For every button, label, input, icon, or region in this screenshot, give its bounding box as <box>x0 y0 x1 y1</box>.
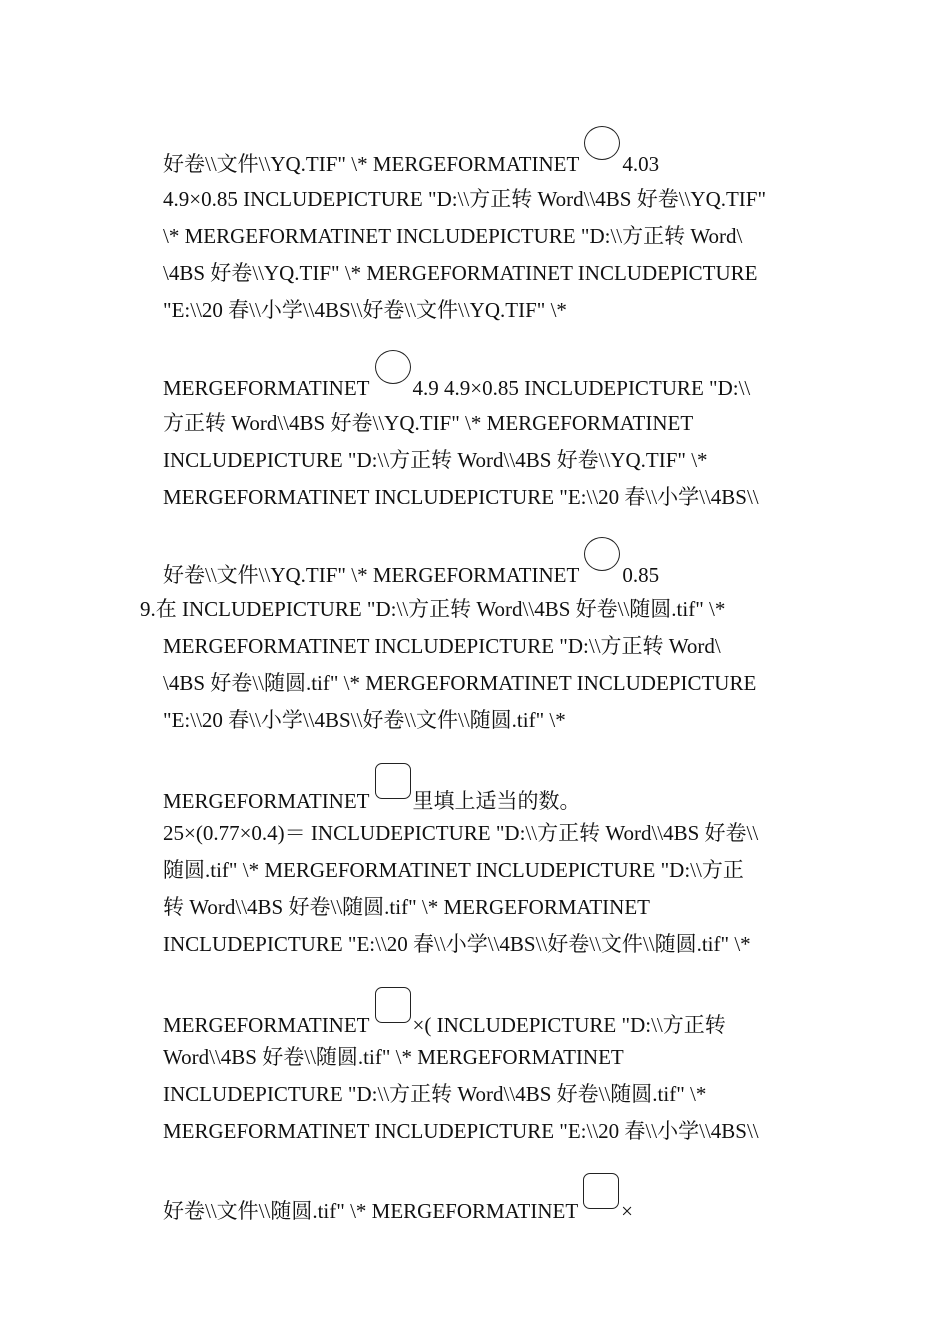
text-segment: MERGEFORMATINET <box>163 376 370 400</box>
text-segment: 4.03 <box>622 152 660 176</box>
answer-box[interactable] <box>375 987 411 1023</box>
text-segment: 好卷\\文件\\YQ.TIF" \* MERGEFORMATINET <box>163 152 580 176</box>
text-segment: × <box>621 1199 634 1223</box>
circle-placeholder <box>584 126 620 160</box>
text-line: INCLUDEPICTURE "E:\\20 春\\小学\\4BS\\好卷\\文件\\随圆.tif" \* <box>163 932 751 956</box>
text-line: MERGEFORMATINET INCLUDEPICTURE "E:\\20 春\\小学\\4BS\\ <box>163 485 759 509</box>
text-line <box>163 1185 633 1224</box>
text-line: 4.9×0.85 INCLUDEPICTURE "D:\\方正转 Word\\4BS 好卷\\YQ.TIF" <box>163 187 767 211</box>
text-line: \* MERGEFORMATINET INCLUDEPICTURE "D:\\方正转 Word\ <box>163 224 743 248</box>
text-line: INCLUDEPICTURE "D:\\方正转 Word\\4BS 好卷\\YQ.TIF" \* <box>163 448 708 472</box>
answer-box[interactable] <box>375 763 411 799</box>
text-line <box>163 364 750 401</box>
text-line: MERGEFORMATINET INCLUDEPICTURE "D:\\方正转 Word\ <box>163 634 721 658</box>
text-line <box>163 775 581 814</box>
text-line: 方正转 Word\\4BS 好卷\\YQ.TIF" \* MERGEFORMATINET <box>163 411 694 435</box>
text-line <box>163 999 726 1038</box>
text-line: INCLUDEPICTURE "D:\\方正转 Word\\4BS 好卷\\随圆.tif" \* <box>163 1082 707 1106</box>
text-line <box>163 551 659 588</box>
text-line: MERGEFORMATINET INCLUDEPICTURE "E:\\20 春\\小学\\4BS\\ <box>163 1119 759 1143</box>
text-line: \4BS 好卷\\YQ.TIF" \* MERGEFORMATINET INCLUDEPICTURE <box>163 261 758 285</box>
text-segment: ×( INCLUDEPICTURE "D:\\方正转 <box>412 1013 726 1037</box>
text-line: 随圆.tif" \* MERGEFORMATINET INCLUDEPICTURE "D:\\方正 <box>163 858 744 882</box>
text-segment: MERGEFORMATINET <box>163 1013 370 1037</box>
text-line: 转 Word\\4BS 好卷\\随圆.tif" \* MERGEFORMATINET <box>163 895 650 919</box>
text-segment: MERGEFORMATINET <box>163 789 370 813</box>
answer-box[interactable] <box>583 1173 619 1209</box>
text-segment: 0.85 <box>622 563 660 587</box>
text-line: Word\\4BS 好卷\\随圆.tif" \* MERGEFORMATINET <box>163 1045 624 1069</box>
text-segment: 好卷\\文件\\随圆.tif" \* MERGEFORMATINET <box>163 1199 579 1223</box>
circle-placeholder <box>584 537 620 571</box>
text-segment: 里填上适当的数。 <box>412 789 581 813</box>
text-segment: 好卷\\文件\\YQ.TIF" \* MERGEFORMATINET <box>163 563 580 587</box>
text-line: "E:\\20 春\\小学\\4BS\\好卷\\文件\\YQ.TIF" \* <box>163 298 567 322</box>
text-line: \4BS 好卷\\随圆.tif" \* MERGEFORMATINET INCLUDEPICTURE <box>163 671 757 695</box>
text-segment: 4.9 4.9×0.85 INCLUDEPICTURE "D:\\ <box>412 376 751 400</box>
text-line <box>163 140 659 177</box>
circle-placeholder <box>375 350 411 384</box>
text-line: 25×(0.77×0.4)＝ INCLUDEPICTURE "D:\\方正转 Word\\4BS 好卷\\ <box>163 821 759 845</box>
text-line: "E:\\20 春\\小学\\4BS\\好卷\\文件\\随圆.tif" \* <box>163 708 566 732</box>
question-9-line: 9.在 INCLUDEPICTURE "D:\\方正转 Word\\4BS 好卷\\随圆.tif" \* <box>140 597 726 621</box>
